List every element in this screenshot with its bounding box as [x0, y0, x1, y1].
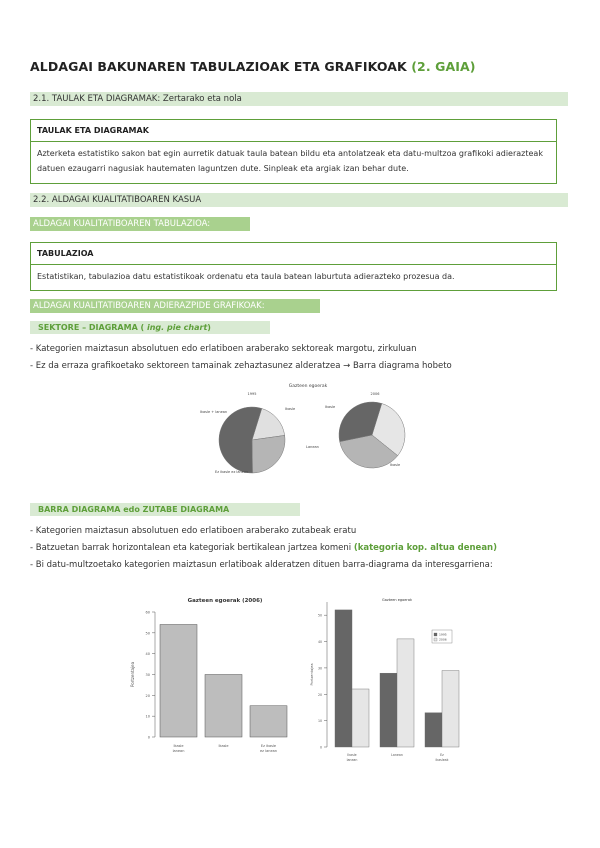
box-heading: TAULAK ETA DIAGRAMAK — [31, 120, 556, 142]
subsection-tabulazioa-header: ALDAGAI KUALITATIBOAREN TABULAZIOA: — [30, 217, 250, 231]
y-tick-label: 0 — [147, 735, 150, 740]
y-tick-label: 10 — [145, 714, 150, 719]
x-tick-label: Ikasle — [218, 744, 229, 748]
pie-slice-label: Ikasle — [390, 463, 401, 467]
bar — [442, 671, 459, 747]
y-tick-label: 50 — [317, 613, 322, 618]
y-axis-label: Portzentajea — [310, 663, 314, 686]
bullet-line: - Ez da erraza grafikoetako sektoreen tamainak zehaztasunez alderatzea → Barra diagrama hobeto — [30, 361, 452, 371]
box-body: Azterketa estatistiko sakon bat egin aurretik datuak taula batean bildu eta antolatzeak eta datu-multzoa grafikoki adierazteak datuen ezaugarri nagusiak hautematen laguntzen dute. Sinpleak eta argiak izan behar dute. — [37, 149, 543, 173]
chart-title: Gazteen egoerak (2006) — [187, 598, 263, 604]
section-2-2-header: 2.2. ALDAGAI KUALITATIBOAREN KASUA — [30, 193, 568, 207]
page-title — [30, 59, 476, 74]
x-tick-label: Lanean — [391, 753, 403, 757]
legend-label: 2006 — [439, 637, 447, 642]
bullet-line: - Bi datu-multzoetako kategorien maiztasun erlatiboak alderatzen dituen barra-diagrama da interesgarriena: — [30, 560, 493, 570]
definition-box-tabulazioa — [30, 242, 557, 291]
pie-slice-label: Lanean — [306, 445, 319, 449]
pie-slice-label: Ikasle — [285, 407, 296, 411]
title-accent: (2. GAIA) — [411, 59, 476, 74]
pie-left-caption: 1995 — [247, 392, 257, 396]
y-tick-label: 20 — [317, 692, 322, 697]
box-body: Estatistikan, tabulazioa datu estatistikoak ordenatu eta taula batean laburtuta adierazteko prozesua da. — [37, 272, 455, 281]
x-tick-label: ikasleak — [435, 758, 449, 762]
y-tick-label: 10 — [317, 719, 322, 724]
y-tick-label: 20 — [145, 693, 150, 698]
bar-chart-2006 — [120, 592, 305, 767]
y-tick-label: 30 — [145, 673, 150, 677]
bar-diagram-label: BARRA DIAGRAMA edo ZUTABE DIAGRAMA — [30, 503, 300, 516]
subsection-grafikoak-header: ALDAGAI KUALITATIBOAREN ADIERAZPIDE GRAFIKOAK: — [30, 299, 320, 313]
y-tick-label: 40 — [145, 652, 150, 657]
bullet-line: - Kategorien maiztasun absolutuen edo erlatiboen araberako sektoreak margotu, zirkuluan — [30, 344, 417, 354]
x-tick-label: ez lanean — [260, 749, 277, 753]
pie-right-caption: 2006 — [370, 392, 380, 396]
legend-label: 1995 — [439, 632, 447, 637]
pie-slice-label: Ikasle — [325, 405, 336, 409]
x-tick-label: lanean — [172, 749, 185, 753]
legend-swatch — [434, 638, 437, 641]
grouped-bar-chart — [305, 592, 475, 767]
title-main: ALDAGAI BAKUNAREN TABULAZIOAK ETA GRAFIKOAK — [30, 59, 407, 74]
sector-diagram-label: SEKTORE – DIAGRAMA ( ing. pie chart) — [30, 321, 270, 334]
y-tick-label: 60 — [145, 610, 150, 615]
pie-slice-label: Ez ikasle ez lanean — [215, 470, 249, 474]
x-tick-label: Ez — [440, 753, 444, 757]
bar — [250, 706, 287, 737]
x-tick-label: Ikasle — [347, 753, 357, 757]
y-tick-label: 0 — [319, 745, 322, 750]
bar — [160, 625, 197, 738]
bar — [425, 713, 442, 747]
bullet-line: - Batzuetan barrak horizontalean eta kategoriak bertikalean jartzea komeni (kategoria kop. altua denean) — [30, 543, 497, 553]
y-tick-label: 30 — [317, 666, 322, 671]
pie-chart-1995 — [219, 407, 285, 473]
x-tick-label: lanean — [346, 758, 358, 762]
pie-figure-title: Gazteen egoerak — [288, 384, 328, 389]
bar — [335, 610, 352, 747]
bar — [352, 689, 369, 747]
box-heading: TABULAZIOA — [31, 243, 556, 265]
legend-swatch — [434, 633, 437, 636]
y-tick-label: 50 — [145, 631, 150, 636]
chart-title: Gazteen egoerak — [382, 598, 412, 602]
pie-chart-2006 — [339, 402, 405, 468]
bar — [380, 673, 397, 747]
definition-box-taulak — [30, 119, 557, 184]
x-tick-label: Ikasle — [173, 744, 184, 748]
y-tick-label: 40 — [317, 640, 322, 645]
y-axis-label: Portzentajea — [130, 661, 135, 688]
x-tick-label: Ez ikasle — [260, 744, 277, 748]
pie-slice — [252, 435, 285, 473]
pie-charts-figure — [190, 378, 430, 488]
pie-slice-label: Ikasle + lanean — [200, 410, 228, 414]
section-2-1-header: 2.1. TAULAK ETA DIAGRAMAK: Zertarako eta nola — [30, 92, 568, 106]
bullet-line: - Kategorien maiztasun absolutuen edo erlatiboen araberako zutabeak eratu — [30, 526, 357, 536]
bar — [397, 639, 414, 747]
bar — [205, 675, 242, 738]
